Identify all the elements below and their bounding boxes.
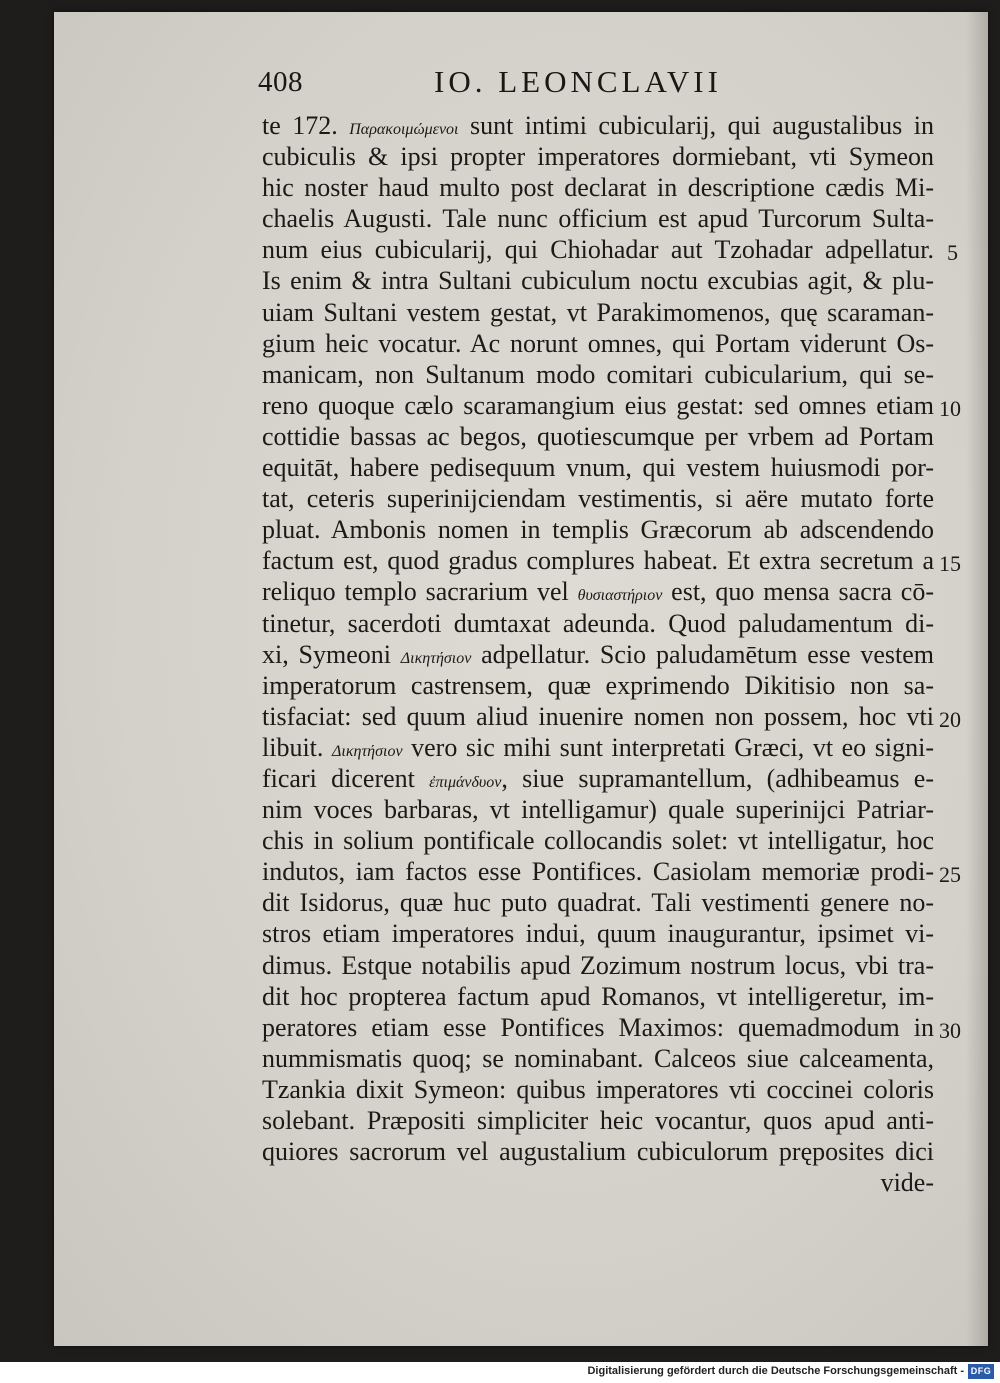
text-line [262, 328, 934, 359]
text-line [262, 825, 934, 856]
text-line [262, 421, 934, 452]
text-segment: dimus. Estque notabilis apud Zozimum nostrum locus, vbi tra- [262, 950, 934, 980]
text-segment: imperatorum castrensem, quæ exprimendo Dikitisio non sa- [262, 670, 934, 700]
text-segment: pluat. Ambonis nomen in templis Græcorum ab adscendendo [262, 515, 934, 545]
greek-word: ἐπιμάνδυον [429, 773, 502, 791]
text-line [262, 1074, 934, 1105]
text-line [262, 141, 934, 172]
text-line [262, 732, 934, 763]
text-segment: chis in solium pontificale collocandis solet: vt intelligatur, hoc [262, 826, 934, 856]
text-segment: equitāt, habere pedisequum vnum, qui vestem huiusmodi por- [262, 453, 934, 483]
text-segment: ficari dicerent [262, 763, 430, 793]
text-line [262, 545, 934, 576]
text-line [262, 452, 934, 483]
text-line [262, 359, 934, 390]
text-line [262, 234, 934, 265]
text-segment: reliquo templo sacrarium vel [262, 577, 578, 607]
text-segment: tat, ceteris superinijciendam vestimentis, si aëre mutato forte [262, 484, 934, 514]
text-segment: te 172. [262, 111, 350, 140]
text-segment: tinetur, sacerdoti dumtaxat adeunda. Quod paludamentum di- [262, 608, 934, 638]
text-line [262, 110, 934, 141]
text-segment: dit Isidorus, quæ huc puto quadrat. Tali vestimenti genere no- [262, 888, 934, 918]
text-line [262, 670, 934, 701]
greek-word: θυσιαστήριον [577, 587, 663, 605]
text-line [262, 1167, 934, 1198]
text-line [262, 918, 934, 949]
text-line [262, 639, 934, 670]
text-line [262, 981, 934, 1012]
text-line [262, 763, 934, 794]
page-number: 408 [258, 66, 303, 98]
text-segment: est, quo mensa sacra cō- [662, 577, 935, 607]
text-segment: adpellatur. Scio paludamētum esse vestem [471, 639, 935, 669]
text-line [262, 1136, 934, 1167]
line-number: 10 [939, 395, 961, 421]
greek-word: Δικητήσιον [331, 742, 403, 760]
text-segment: num eius cubicularij, qui Chiohadar aut Tzohadar adpellatur. [262, 235, 934, 265]
text-line [262, 794, 934, 825]
text-line [262, 390, 934, 421]
footer-credit: Digitalisierung gefördert durch die Deutsche Forschungsgemeinschaft - [587, 1365, 964, 1377]
text-segment: dit hoc propterea factum apud Romanos, vt intelligeretur, im- [262, 981, 934, 1011]
text-line [262, 265, 934, 296]
text-segment: stros etiam imperatores indui, quum inaugurantur, ipsimet vi- [262, 919, 934, 949]
text-line [262, 203, 934, 234]
text-segment: Tzankia dixit Symeon: quibus imperatores vti coccinei coloris [262, 1074, 934, 1104]
text-line [262, 950, 934, 981]
text-segment: vero sic mihi sunt interpretati Græci, vt eo signi- [402, 732, 934, 762]
text-segment: sunt intimi cubicularij, qui augustalibus in [458, 111, 934, 140]
text-line [262, 576, 934, 607]
text-segment: hic noster haud multo post declarat in descriptione cædis Mi- [262, 173, 934, 203]
text-line [262, 1043, 934, 1074]
running-title: IO. LEONCLAVII [434, 64, 722, 99]
text-line [262, 172, 934, 203]
text-segment: manicam, non Sultanum modo comitari cubicularium, qui se- [262, 359, 934, 389]
line-number: 15 [939, 551, 961, 577]
text-segment: factum est, quod gradus complures habeat. Et extra secretum a [262, 546, 934, 576]
text-segment: quiores sacrorum vel augustalium cubiculorum pręposites dici [262, 1137, 934, 1167]
text-segment: indutos, iam factos esse Pontifices. Casiolam memoriæ prodi- [262, 857, 934, 887]
text-segment: cottidie bassas ac begos, quotiescumque per vrbem ad Portam [262, 421, 934, 451]
text-segment: tisfaciat: sed quum aliud inuenire nomen non possem, hoc vti [262, 701, 934, 731]
text-segment: nummismatis quoq; se nominabant. Calceos siue calceamenta, [262, 1043, 934, 1073]
text-line [262, 1012, 934, 1043]
text-line [262, 608, 934, 639]
text-segment: Is enim & intra Sultani cubiculum noctu excubias agit, & plu- [262, 266, 934, 296]
greek-word: Παρακοιμώμενοι [349, 121, 459, 138]
text-segment: cubiculis & ipsi propter imperatores dormiebant, vti Symeon [262, 142, 934, 172]
text-line [262, 514, 934, 545]
text-segment: reno quoque cælo scaramangium eius gestat: sed omnes etiam [262, 390, 934, 420]
text-line [262, 1105, 934, 1136]
text-segment: nim voces barbaras, vt intelligamur) quale superinijci Patriar- [262, 795, 934, 825]
text-line [262, 297, 934, 328]
body-text [262, 110, 934, 1198]
text-segment: peratores etiam esse Pontifices Maximos: quemadmodum in [262, 1012, 934, 1042]
line-number: 5 [947, 240, 958, 266]
text-segment: uiam Sultani vestem gestat, vt Parakimomenos, quę scaraman- [262, 297, 934, 327]
text-line [262, 483, 934, 514]
text-line [262, 856, 934, 887]
text-segment: solebant. Præpositi simpliciter heic vocantur, quos apud anti- [262, 1106, 934, 1135]
line-number: 20 [939, 706, 961, 732]
text-line [262, 701, 934, 732]
text-segment: gium heic vocatur. Ac norunt omnes, qui Portam viderunt Os- [262, 328, 934, 358]
text-line [262, 887, 934, 918]
line-number: 25 [939, 862, 961, 888]
dfg-logo: DFG [968, 1364, 994, 1379]
greek-word: Δικητήσιον [400, 649, 472, 667]
running-head [258, 64, 958, 104]
line-number: 30 [939, 1017, 961, 1043]
text-segment: xi, Symeoni [262, 639, 401, 669]
text-segment: chaelis Augusti. Tale nunc officium est apud Turcorum Sulta- [262, 204, 934, 234]
text-segment: , siue supramantellum, (adhibeamus e- [501, 763, 934, 793]
digitization-footer [0, 1362, 1000, 1383]
page-edge-shadow [966, 12, 988, 1346]
text-segment: libuit. [262, 732, 332, 762]
text-segment: vide- [880, 1168, 934, 1198]
